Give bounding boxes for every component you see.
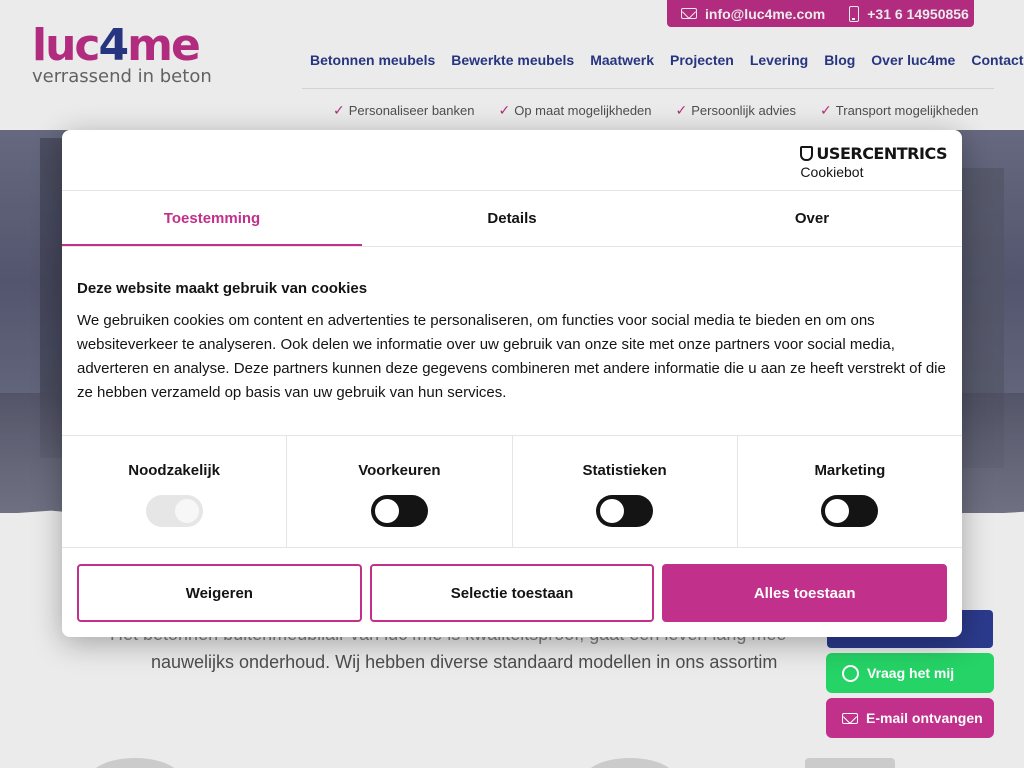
email-request-label: E-mail ontvangen <box>866 710 983 726</box>
email-text: info@luc4me.com <box>705 5 826 22</box>
nav-item-contact[interactable]: Contact <box>971 52 1024 68</box>
whatsapp-label: Vraag het mij <box>867 665 955 681</box>
brand-name: USERCENTRICS <box>816 144 947 163</box>
toggle-label: Noodzakelijk <box>128 462 220 479</box>
consent-buttons <box>77 564 947 622</box>
toggle-cell-statistieken <box>513 436 738 547</box>
usp-item: ✓ Personaliseer banken <box>333 102 475 118</box>
toggle-cell-noodzakelijk <box>62 436 287 547</box>
toggle-cell-voorkeuren <box>287 436 512 547</box>
tab-over[interactable]: Over <box>794 210 830 227</box>
statistieken-switch[interactable] <box>596 495 653 527</box>
consent-text: We gebruiken cookies om content en advertenties te personaliseren, om functies voor social media te bieden en om ons websiteverkeer te analyseren. Ook delen we informatie over uw gebruik van onze site met onze partners voor social media, adverteren en analyse. Deze partners kunnen deze gegevens combineren met andere informatie die u aan ze heeft verstrekt of die ze hebben verzameld op basis van uw gebruik van hun services. <box>77 312 946 401</box>
whatsapp-button[interactable] <box>826 653 994 693</box>
consent-toggles <box>62 435 962 548</box>
consent-heading: Deze website maakt gebruik van cookies <box>77 280 368 297</box>
deny-button[interactable]: Weigeren <box>77 564 362 622</box>
nav-item-betonnen-meubels[interactable]: Betonnen meubels <box>310 52 436 68</box>
check-icon: ✓ <box>498 102 511 118</box>
toggle-label: Voorkeuren <box>358 462 441 479</box>
tabs-divider <box>62 246 962 247</box>
nav-item-over[interactable]: Over luc4me <box>871 52 956 68</box>
allow-selection-button[interactable]: Selectie toestaan <box>370 564 655 622</box>
brand-subtitle: Cookiebot <box>800 164 864 180</box>
usp-item: ✓ Op maat mogelijkheden <box>498 102 652 118</box>
intro-text-line-2: nauwelijks onderhoud. Wij hebben diverse standaard modellen in ons assortim <box>151 652 778 672</box>
whatsapp-icon <box>842 665 859 682</box>
nav-item-bewerkte-meubels[interactable]: Bewerkte meubels <box>451 52 575 68</box>
shield-icon <box>800 146 813 161</box>
usp-item: ✓ Persoonlijk advies <box>675 102 797 118</box>
nav-item-levering[interactable]: Levering <box>749 52 809 68</box>
voorkeuren-switch[interactable] <box>371 495 428 527</box>
logo-tagline: verrassend in beton <box>32 66 212 87</box>
email-request-button[interactable] <box>826 698 994 738</box>
logo-wordmark: luc4me <box>32 20 199 71</box>
toggle-cell-marketing <box>738 436 962 547</box>
check-icon: ✓ <box>820 102 832 118</box>
usp-item: ✓ Transport mogelijkheden <box>820 102 979 118</box>
allow-all-button[interactable]: Alles toestaan <box>662 564 947 622</box>
nav-item-maatwerk[interactable]: Maatwerk <box>590 52 655 68</box>
toggle-label: Marketing <box>814 462 886 479</box>
noodzakelijk-switch <box>146 495 203 527</box>
cookie-consent-dialog <box>62 130 962 637</box>
check-icon: ✓ <box>333 102 345 118</box>
nav-item-projecten[interactable]: Projecten <box>670 52 734 68</box>
nav-item-blog[interactable]: Blog <box>824 52 856 68</box>
tab-details[interactable]: Details <box>487 210 537 227</box>
mail-icon <box>842 713 858 724</box>
cookiebot-brand[interactable] <box>800 144 947 180</box>
marketing-switch[interactable] <box>821 495 878 527</box>
phone-text: +31 6 14950856 <box>867 5 969 22</box>
toggle-label: Statistieken <box>582 462 667 479</box>
check-icon: ✓ <box>675 102 688 118</box>
tab-toestemming[interactable]: Toestemming <box>62 191 362 246</box>
consent-content <box>77 280 947 405</box>
dialog-tabs <box>62 191 962 246</box>
